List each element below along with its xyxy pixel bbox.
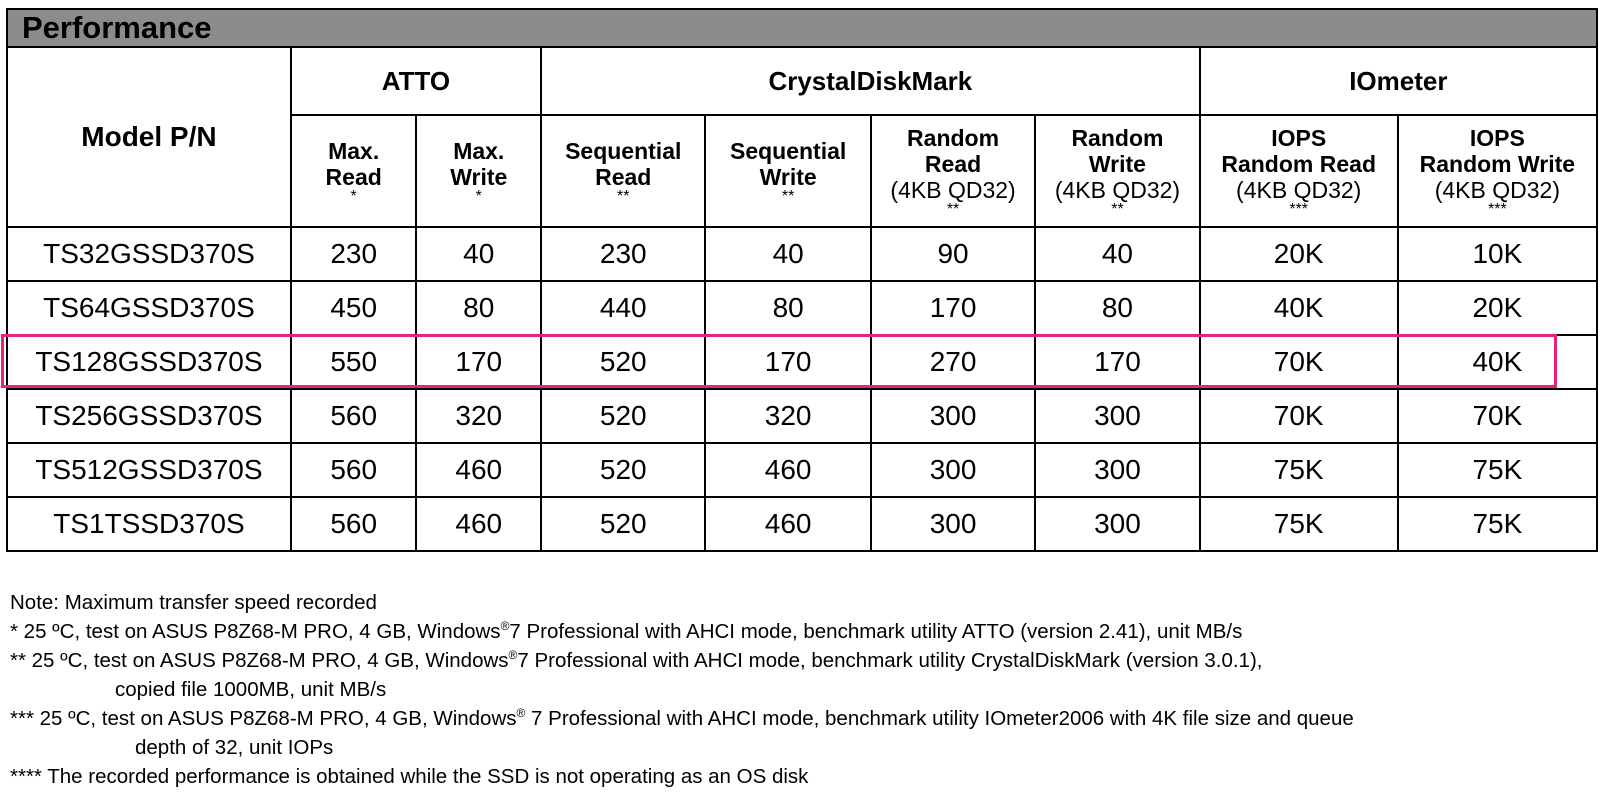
value-cell: 40K	[1398, 335, 1597, 389]
table-row	[7, 443, 1597, 497]
note-line: copied file 1000MB, unit MB/s	[115, 678, 387, 701]
value-cell: 320	[416, 389, 541, 443]
column-header: Sequential Read **	[541, 115, 705, 227]
value-cell: 320	[705, 389, 870, 443]
value-cell: 560	[291, 443, 417, 497]
value-cell: 75K	[1398, 497, 1597, 551]
column-header: Max. Write *	[416, 115, 541, 227]
value-cell: 450	[291, 281, 417, 335]
value-cell: 70K	[1200, 335, 1398, 389]
value-cell: 460	[705, 443, 870, 497]
table-row	[7, 497, 1597, 551]
value-cell: 270	[871, 335, 1035, 389]
value-cell: 10K	[1398, 227, 1597, 281]
value-cell: 230	[541, 227, 705, 281]
model-cell: TS256GSSD370S	[7, 389, 291, 443]
model-cell: TS1TSSD370S	[7, 497, 291, 551]
group-iometer: IOmeter	[1200, 47, 1597, 115]
value-cell: 520	[541, 443, 705, 497]
value-cell: 80	[416, 281, 541, 335]
note-line: **** The recorded performance is obtained while the SSD is not operating as an OS disk	[10, 765, 809, 788]
value-cell: 40	[416, 227, 541, 281]
value-cell: 170	[705, 335, 870, 389]
value-cell: 300	[1035, 443, 1199, 497]
group-atto: ATTO	[291, 47, 541, 115]
note-line: Note: Maximum transfer speed recorded	[10, 591, 377, 614]
value-cell: 170	[871, 281, 1035, 335]
value-cell: 560	[291, 497, 417, 551]
value-cell: 40K	[1200, 281, 1398, 335]
value-cell: 90	[871, 227, 1035, 281]
value-cell: 80	[1035, 281, 1199, 335]
model-cell: TS64GSSD370S	[7, 281, 291, 335]
column-header: IOPS Random Write (4KB QD32) ***	[1398, 115, 1597, 227]
value-cell: 20K	[1200, 227, 1398, 281]
value-cell: 520	[541, 389, 705, 443]
table-row	[7, 389, 1597, 443]
value-cell: 300	[871, 497, 1035, 551]
value-cell: 170	[416, 335, 541, 389]
table-row	[7, 335, 1597, 389]
value-cell: 300	[1035, 497, 1199, 551]
column-header: Sequential Write **	[705, 115, 870, 227]
column-header: Random Write (4KB QD32) **	[1035, 115, 1199, 227]
value-cell: 20K	[1398, 281, 1597, 335]
value-cell: 75K	[1200, 443, 1398, 497]
model-cell: TS128GSSD370S	[7, 335, 291, 389]
note-line: * 25 ºC, test on ASUS P8Z68-M PRO, 4 GB, Windows®7 Professional with AHCI mode, benchmark utility ATTO (version 2.41), unit MB/s	[10, 619, 1243, 643]
value-cell: 70K	[1398, 389, 1597, 443]
value-cell: 520	[541, 497, 705, 551]
value-cell: 40	[1035, 227, 1199, 281]
value-cell: 75K	[1200, 497, 1398, 551]
model-pn-header: Model P/N	[7, 47, 291, 227]
value-cell: 300	[1035, 389, 1199, 443]
value-cell: 520	[541, 335, 705, 389]
column-header: IOPS Random Read (4KB QD32) ***	[1200, 115, 1398, 227]
model-cell: TS32GSSD370S	[7, 227, 291, 281]
note-line: *** 25 ºC, test on ASUS P8Z68-M PRO, 4 GB, Windows® 7 Professional with AHCI mode, benchmark utility IOmeter2006 with 4K file size and queue	[10, 706, 1354, 730]
value-cell: 300	[871, 443, 1035, 497]
value-cell: 460	[416, 497, 541, 551]
value-cell: 230	[291, 227, 417, 281]
value-cell: 80	[705, 281, 870, 335]
value-cell: 460	[416, 443, 541, 497]
table-row	[7, 227, 1597, 281]
column-header: Random Read (4KB QD32) **	[871, 115, 1035, 227]
value-cell: 440	[541, 281, 705, 335]
value-cell: 300	[871, 389, 1035, 443]
table-body	[7, 227, 1597, 551]
performance-table	[6, 8, 1598, 552]
table-title: Performance	[7, 9, 1597, 47]
model-cell: TS512GSSD370S	[7, 443, 291, 497]
value-cell: 170	[1035, 335, 1199, 389]
group-crystaldiskmark: CrystalDiskMark	[541, 47, 1200, 115]
value-cell: 560	[291, 389, 417, 443]
note-line: depth of 32, unit IOPs	[135, 736, 334, 759]
value-cell: 70K	[1200, 389, 1398, 443]
table-row	[7, 281, 1597, 335]
column-header: Max. Read *	[291, 115, 417, 227]
value-cell: 460	[705, 497, 870, 551]
value-cell: 75K	[1398, 443, 1597, 497]
value-cell: 40	[705, 227, 870, 281]
footnotes	[10, 588, 1590, 791]
value-cell: 550	[291, 335, 417, 389]
note-line: ** 25 ºC, test on ASUS P8Z68-M PRO, 4 GB, Windows®7 Professional with AHCI mode, benchmark utility CrystalDiskMark (version 3.0.1),	[10, 648, 1263, 672]
